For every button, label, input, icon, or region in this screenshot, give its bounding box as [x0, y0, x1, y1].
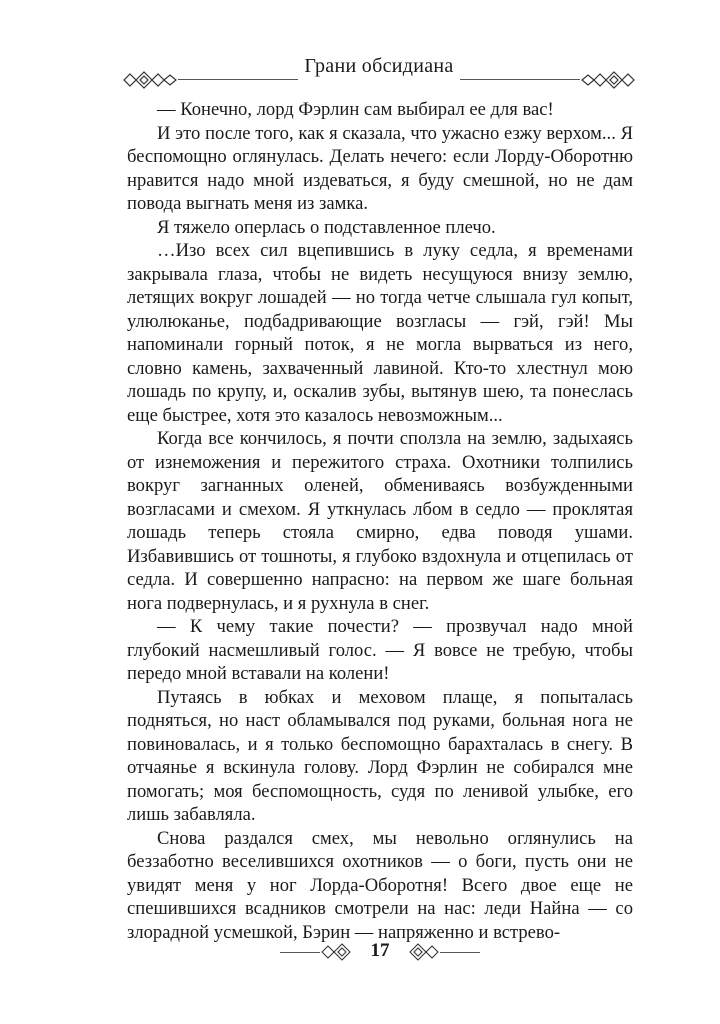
paragraph: Когда все кончилось, я почти сползла на землю, задыхаясь от изнеможения и пережитого страха. Охотники толпились вокруг загнанных оленей, обмениваясь возбужденными возгласами и смехом. Я уткнулась лбом в седло — проклятая лошадь теперь стояла смирно, едва поводя ушами. Избавившись от тошноты, я глубоко вздохнула и отцепилась от седла. И совершенно напрасно: на первом же шаге больная нога подвернулась, и я рухнула в снег. [127, 428, 633, 614]
paragraph: Путаясь в юбках и меховом плаще, я попыталась подняться, но наст обламывался под руками, больная нога не повиновалась, и я только беспомощно барахталась в снегу. В отчаянье я вскинула голову. Лорд Фэрлин не собирался мне помогать; моя беспомощность, судя по ленивой улыбке, его лишь забавляла. [127, 686, 633, 825]
diamond-knot-ornament-icon [404, 940, 442, 964]
header-rule-right [460, 79, 580, 80]
header-rule-left [178, 79, 298, 80]
page-number: 17 [370, 940, 390, 961]
footer-rule-right [440, 952, 480, 953]
paragraph: — Конечно, лорд Фэрлин сам выбирал ее для вас! [157, 99, 554, 120]
running-header [118, 55, 640, 95]
paragraph: — К чему такие почести? — прозвучал надо мной глубокий насмешливый голос. — Я вовсе не требую, чтобы передо мной вставали на колени! [127, 616, 633, 684]
paragraph: Я тяжело оперлась о подставленное плечо. [157, 216, 496, 238]
paragraph: И это после того, как я сказала, что ужасно езжу верхом... Я беспомощно оглянулась. Делать нечего: если Лорду-Оборотню нравится надо мной издеваться, я буду смешной, но не дам повода выгнать меня из замка. [127, 122, 633, 214]
page-footer [300, 940, 460, 964]
book-title: Грани обсидиана [304, 55, 454, 77]
diamond-knot-ornament-icon [576, 67, 640, 93]
paragraph: Снова раздался смех, мы невольно оглянулись на беззаботно веселившихся охотников — о боги, пусть они не увидят меня у ног Лорда-Оборотня! Всего двое еще не спешившихся всадников смотрели на нас: леди Найна — со злорадной усмешкой, Бэрин — напряженно и встрево- [127, 827, 633, 943]
paragraph: …Изо всех сил вцепившись в луку седла, я временами закрывала глаза, чтобы не видеть несущуюся внизу землю, летящих вокруг лошадей — но тогда четче слышала гул копыт, улюлюканье, подбадривающие возгласы — гэй, гэй! Мы напоминали горный поток, я не могла вырваться из него, словно камень, захваченный лавиной. Кто-то хлестнул мою лошадь по крупу, и, оскалив зубы, вытянув шею, та понеслась еще быстрее, хотя это казалось невозможным... [127, 240, 633, 426]
body-text [127, 98, 633, 944]
